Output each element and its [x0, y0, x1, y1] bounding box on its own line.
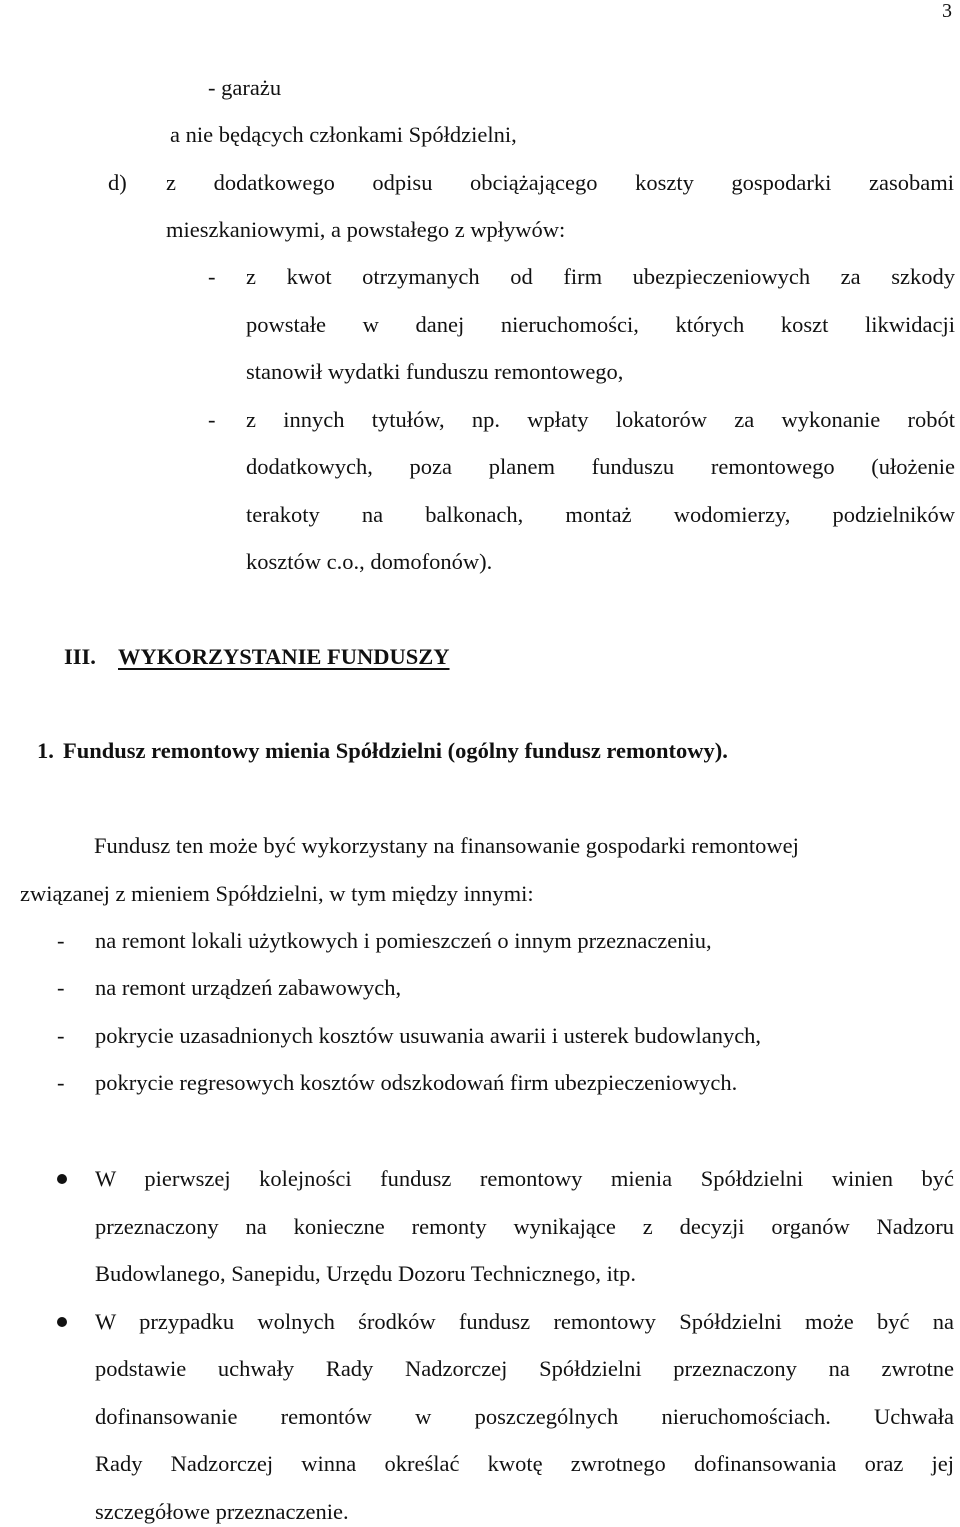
bullet-2-line4: Rady Nadzorczej winna określać kwotę zwrotnego dofinansowania oraz jej [95, 1451, 954, 1476]
paragraph-line2: związanej z mieniem Spółdzielni, w tym między innymi: [20, 881, 534, 906]
item-d-line2: mieszkaniowymi, a powstałego z wpływów: [166, 217, 566, 242]
section-title: WYKORZYSTANIE FUNDUSZY [118, 644, 450, 669]
bullet-1-line3: Budowlanego, Sanepidu, Urzędu Dozoru Technicznego, itp. [95, 1261, 636, 1286]
dash-list-marker: - [57, 1023, 65, 1048]
dash-list-marker: - [57, 975, 65, 1000]
subitem-2-dash: - [208, 407, 216, 432]
bullet-1-line2: przeznaczony na konieczne remonty wynikające z decyzji organów Nadzoru [95, 1214, 954, 1239]
item-d-line1: z dodatkowego odpisu obciążającego koszty gospodarki zasobami [166, 170, 954, 195]
subitem-1-dash: - [208, 264, 216, 289]
bullet-2-line1: W przypadku wolnych środków fundusz remontowy Spółdzielni może być na [95, 1309, 954, 1334]
page-number: 3 [942, 0, 952, 22]
dash-list-item: pokrycie regresowych kosztów odszkodowań firm ubezpieczeniowych. [95, 1070, 738, 1095]
subitem-2-line4: kosztów c.o., domofonów). [246, 549, 493, 574]
subitem-2-line1: z innych tytułów, np. wpłaty lokatorów za wykonanie robót [246, 407, 955, 432]
bullet-2-line5: szczegółowe przeznaczenie. [95, 1499, 349, 1524]
bullet-2-line2: podstawie uchwały Rady Nadzorczej Spółdzielni przeznaczony na zwrotne [95, 1356, 954, 1381]
dash-list-marker: - [57, 928, 65, 953]
item-d-label: d) [108, 170, 127, 195]
section-number: III. [64, 644, 96, 669]
bullet-2-line3: dofinansowanie remontów w poszczególnych nieruchomościach. Uchwała [95, 1404, 954, 1429]
intro-dash-item: - garażu [208, 75, 282, 100]
bullet-dot-icon [57, 1317, 67, 1327]
subitem-1-line1: z kwot otrzymanych od firm ubezpieczeniowych za szkody [246, 264, 955, 289]
subitem-2-line3: terakoty na balkonach, montaż wodomierzy, podzielników [246, 502, 955, 527]
dash-list-item: pokrycie uzasadnionych kosztów usuwania awarii i usterek budowlanych, [95, 1023, 762, 1048]
bullet-1-line1: W pierwszej kolejności fundusz remontowy mienia Spółdzielni winien być [95, 1166, 954, 1191]
dash-list-marker: - [57, 1070, 65, 1095]
dash-list-item: na remont urządzeń zabawowych, [95, 975, 402, 1000]
subsection-title: Fundusz remontowy mienia Spółdzielni (ogólny fundusz remontowy). [63, 738, 728, 763]
dash-list-item: na remont lokali użytkowych i pomieszczeń o innym przeznaczeniu, [95, 928, 712, 953]
subitem-2-line2: dodatkowych, poza planem funduszu remontowego (ułożenie [246, 454, 955, 479]
subitem-1-line3: stanowił wydatki funduszu remontowego, [246, 359, 624, 384]
paragraph-line1: Fundusz ten może być wykorzystany na finansowanie gospodarki remontowej [94, 833, 799, 858]
subsection-number: 1. [37, 738, 54, 763]
subitem-1-line2: powstałe w danej nieruchomości, których koszt likwidacji [246, 312, 955, 337]
intro-line: a nie będących członkami Spółdzielni, [170, 122, 517, 147]
bullet-dot-icon [57, 1174, 67, 1184]
